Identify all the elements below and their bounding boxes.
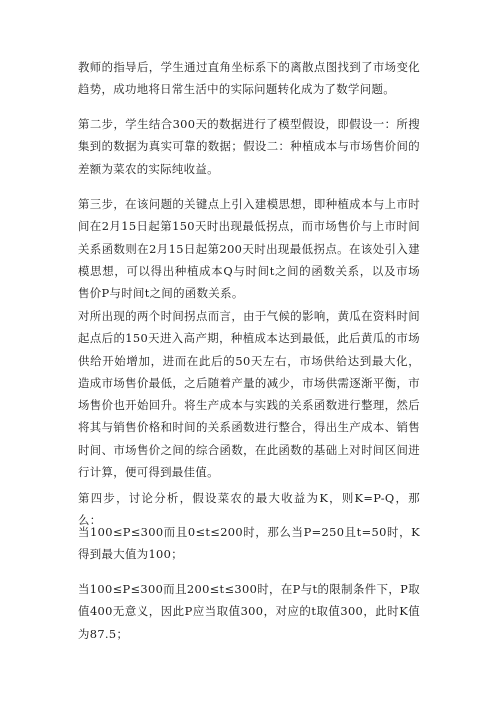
paragraph-case-two: 当100≤P≤300而且200≤t≤300时，在P与t的限制条件下，P取值400无意义，因此P应当取值300，对应的t取值300，此时K值为87.5；: [78, 582, 420, 641]
paragraph-turning-points: 对所出现的两个时间拐点而言，由于气候的影响，黄瓜在资料时间起点后的150天进入高产期，种植成本达到最低，此后黄瓜的市场供给开始增加，进而在此后的50天左右，市场供给达到最大化，造成市场售价最低，之后随着产量的减少，市场供需逐渐平衡，市场售价也开始回升。将生产成本与实践的关系函数进行整理，然后将其与销售价格和时间的关系函数进行整合，得出生产成本、销售时间、市场售价之间的综合函数，在此函数的基础上对时间区间进行计算，便可得到最佳值。: [78, 309, 420, 480]
paragraph-step-two: 第二步，学生结合300天的数据进行了模型假设，即假设一：所搜集到的数据为真实可靠的数据；假设二：种植成本与市场售价间的差额为菜农的实际纯收益。: [78, 117, 420, 176]
paragraph-step-three: 第三步，在该问题的关键点上引入建模思想，即种植成本与上市时间在2月15日起第150天时出现最低拐点，而市场售价与上市时间关系函数则在2月15日起第200天时出现最低拐点。在该处引入建模思想，可以得出种植成本Q与时间t之间的函数关系，以及市场售价P与时间t之间的函数关系。: [78, 197, 420, 301]
paragraph-step-four: 第四步，讨论分析，假设菜农的最大收益为K，则K=P-Q，那么：: [78, 491, 420, 528]
paragraph-case-one: 当100≤P≤300而且0≤t≤200时，那么当P=250且t=50时，K得到最大值为100；: [78, 525, 420, 562]
paragraph-intro-continuation: 教师的指导后，学生通过直角坐标系下的离散点图找到了市场变化趋势，成功地将日常生活中的实际问题转化成为了数学问题。: [78, 60, 420, 97]
